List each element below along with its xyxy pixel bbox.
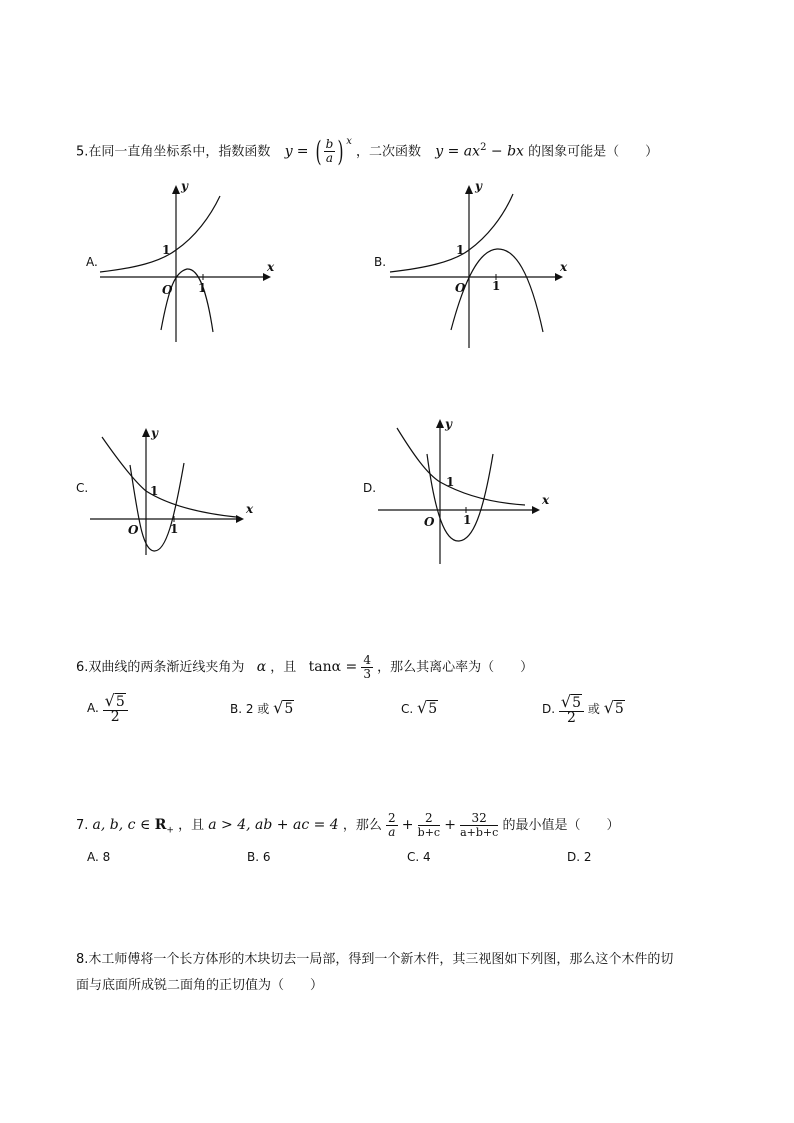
graph-d	[375, 414, 555, 569]
q7-frac-1	[386, 812, 398, 839]
q6-option-d-frac: $\frac{√5}{2}$	[559, 694, 584, 725]
graph-c-x-label: x	[246, 502, 254, 516]
q7-option-a[interactable]: A. 8	[87, 850, 111, 864]
q6-option-d-label: D.	[542, 702, 556, 716]
graph-b-one-x: 1	[492, 279, 501, 293]
graph-d-y-label: y	[445, 417, 452, 431]
q5-exp-eq: =	[296, 143, 309, 160]
q6-tan: tanα =	[308, 659, 358, 675]
q7-mid: ，那么	[342, 818, 382, 833]
q7-vars: a, b, c ∈	[92, 817, 155, 833]
q6-option-c-rad: 5	[428, 701, 438, 717]
q7-cond-pre: ，且	[178, 818, 205, 833]
q7-f1-num: 2	[388, 811, 396, 825]
graph-a-x-label: x	[267, 260, 275, 274]
q7-suffix: 的最小值是（ ）	[502, 818, 620, 833]
q6-option-c-sqrt: √5	[417, 698, 438, 717]
q6-option-c[interactable]	[401, 695, 438, 721]
q7-frac-2	[418, 812, 440, 839]
graph-c-one-x: 1	[170, 522, 179, 536]
graph-b-label: B.	[374, 255, 387, 269]
q7-option-d[interactable]: D. 2	[567, 850, 592, 864]
q7-op-1: +	[401, 817, 414, 833]
q6-option-c-label: C.	[401, 702, 414, 716]
q7-f2-num: 2	[418, 812, 440, 826]
q7-stem	[76, 810, 619, 840]
graph-b-x-label: x	[560, 260, 568, 274]
graph-c-origin: O	[128, 523, 139, 537]
q8-line-2: 面与底面所成锐二面角的正切值为（ ）	[76, 978, 324, 993]
q5-prefix: 5.在同一直角坐标系中，指数函数	[76, 144, 271, 160]
q6-option-d-sqrt: √5	[603, 698, 624, 717]
q8-line-1: 8.木工师傅将一个长方体形的木块切去一局部，得到一个新木件，其三视图如下列图，那么这个木件的切	[76, 952, 674, 967]
q5-exp-b: b	[325, 137, 334, 152]
graph-a-label: A.	[86, 255, 98, 269]
q6-option-d-or: 或	[587, 702, 600, 716]
q7-R-plus: +	[166, 825, 174, 836]
graph-b-one-y: 1	[456, 243, 465, 257]
graph-d-one-x: 1	[463, 513, 472, 527]
q6-alpha: α	[256, 659, 267, 675]
q6-option-b-sqrt: √5	[273, 698, 294, 717]
graph-a-y-label: y	[181, 182, 188, 193]
q6-option-d-rad: 5	[572, 695, 582, 711]
q7-f2-den: b+c	[417, 826, 441, 839]
q6-option-b-rad: 5	[284, 701, 294, 717]
graph-c	[88, 425, 268, 560]
q7-f3-num: 32	[460, 812, 498, 826]
q6-option-a-label: A.	[87, 701, 99, 715]
q6-frac-num: 4	[363, 653, 371, 667]
graph-b-origin: O	[455, 281, 466, 295]
graph-b-y-label: y	[475, 182, 482, 193]
graph-d-x-label: x	[542, 493, 550, 507]
q5-quad-tail: − bx	[486, 143, 524, 160]
q5-quad: y = ax	[435, 143, 481, 160]
graph-a-origin: O	[162, 283, 173, 297]
q5-exp-frac	[324, 138, 336, 165]
q5-stem: 5.在同一直角坐标系中，指数函数 y = ( $\frac{b}{a}$ ) $^x$ ，二次函数 $y = ax^2$ − bx 的图象可能是（ ）	[76, 134, 659, 168]
q6-option-a-den: 2	[110, 709, 120, 725]
graph-d-label: D.	[363, 481, 377, 495]
q6-option-d[interactable]	[542, 688, 625, 728]
q6-option-b-label: B. 2 或	[230, 702, 270, 716]
q5-exp-y: y	[284, 143, 293, 160]
q7-f3-den: a+b+c	[460, 826, 499, 839]
q5-suffix: 的图象可能是（ ）	[528, 144, 659, 160]
graph-a	[95, 182, 280, 347]
graph-c-one-y: 1	[150, 484, 159, 498]
graph-d-origin: O	[424, 515, 435, 529]
q5-mid: ，二次函数	[355, 144, 421, 160]
q6-frac-den: 3	[363, 667, 371, 681]
q6-option-a[interactable]	[87, 688, 128, 728]
q7-prefix: 7.	[76, 818, 89, 833]
graph-b	[385, 182, 575, 352]
q6-suffix: ，那么其离心率为（ ）	[377, 660, 534, 675]
q7-option-c[interactable]: C. 4	[407, 850, 431, 864]
graph-c-y-label: y	[151, 426, 158, 440]
q6-option-a-rad: 5	[115, 694, 125, 710]
q6-frac	[361, 654, 373, 681]
q5-quad-sup: 2	[480, 142, 487, 153]
q6-mid: ，且	[270, 660, 297, 675]
q7-option-b[interactable]: B. 6	[247, 850, 271, 864]
graph-c-label: C.	[76, 481, 89, 495]
q7-op-2: +	[444, 817, 456, 833]
q7-R: R	[154, 817, 167, 833]
q7-f1-den: a	[388, 825, 396, 839]
q7-cond: a > 4, ab + ac = 4	[208, 817, 339, 833]
q6-option-b[interactable]	[230, 695, 294, 721]
q6-prefix: 6.双曲线的两条渐近线夹角为	[76, 660, 245, 675]
q6-option-d-rad2: 5	[614, 701, 624, 717]
q6-option-d-den: 2	[566, 710, 576, 726]
graph-a-one-y: 1	[162, 243, 171, 257]
graph-d-one-y: 1	[446, 475, 455, 489]
graph-a-one-x: 1	[198, 281, 207, 295]
q5-exp-a: a	[325, 151, 333, 166]
q6-stem	[76, 654, 533, 680]
q6-option-a-frac: $\frac{√5}{2}$	[103, 693, 128, 724]
q7-frac-3	[460, 812, 498, 839]
q5-exp-x: x	[346, 136, 352, 147]
